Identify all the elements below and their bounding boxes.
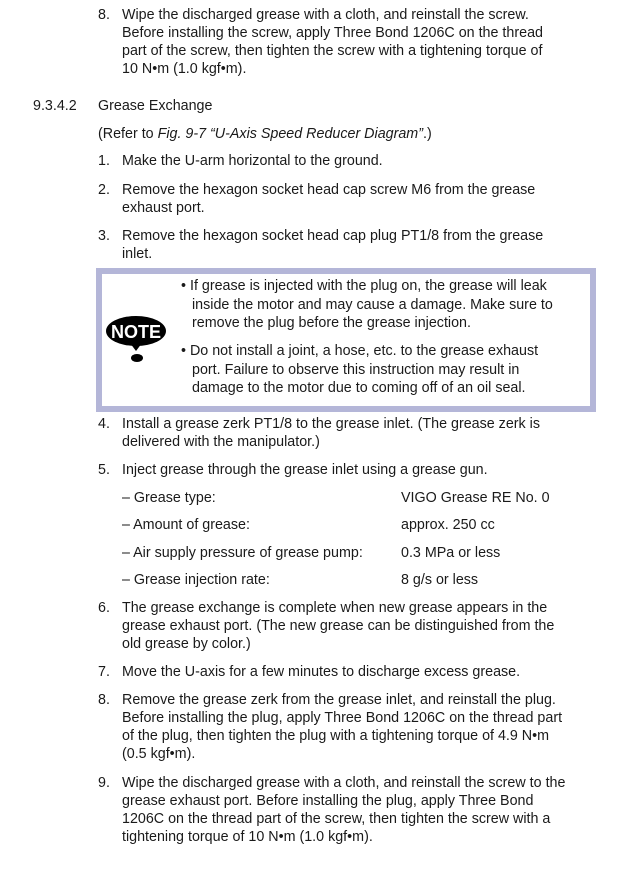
note-text-line: damage to the motor due to coming off of an oil seal. [192, 380, 526, 396]
step-number: 1. [98, 153, 110, 169]
step-text-line: of the plug, then tighten the plug with a tightening torque of 4.9 N•m [122, 728, 550, 744]
step-text-line: delivered with the manipulator.) [122, 434, 320, 450]
step-number: 5. [98, 462, 110, 478]
note-text-line: remove the plug before the grease injection. [192, 315, 471, 331]
step-text-line: tightening torque of 10 N•m (1.0 kgf•m). [122, 829, 373, 845]
step-number: 2. [98, 182, 110, 198]
step-number: 6. [98, 600, 110, 616]
note-text-line: • If grease is injected with the plug on, the grease will leak [181, 278, 547, 294]
step-text-line: Remove the hexagon socket head cap plug PT1/8 from the grease [122, 228, 544, 244]
spec-label: – Air supply pressure of grease pump: [122, 545, 363, 561]
note-icon-label: NOTE [110, 322, 162, 342]
spec-label: – Amount of grease: [122, 517, 250, 533]
step-number: 3. [98, 228, 110, 244]
figure-link[interactable]: Fig. 9-7 “U-Axis Speed Reducer Diagram” [157, 126, 423, 142]
spec-label: – Grease type: [122, 490, 216, 506]
step-number: 8. [98, 692, 110, 708]
step-text-line: old grease by color.) [122, 636, 251, 652]
step-text-line: Wipe the discharged grease with a cloth, and reinstall the screw. [122, 7, 529, 23]
spec-value: VIGO Grease RE No. 0 [401, 490, 550, 506]
step-number: 4. [98, 416, 110, 432]
step-number: 7. [98, 664, 110, 680]
spec-value: approx. 250 cc [401, 517, 495, 533]
step-text-line: Inject grease through the grease inlet using a grease gun. [122, 462, 488, 478]
step-text-line: exhaust port. [122, 200, 205, 216]
step-text-line: Before installing the plug, apply Three Bond 1206C on the thread part [122, 710, 563, 726]
step-text-line: (0.5 kgf•m). [122, 746, 196, 762]
spec-value: 8 g/s or less [401, 572, 479, 588]
refer-suffix: .) [422, 126, 432, 142]
step-text-line: Remove the hexagon socket head cap screw M6 from the grease [122, 182, 536, 198]
step-text-line: Remove the grease zerk from the grease inlet, and reinstall the plug. [122, 692, 556, 708]
note-icon [104, 313, 168, 363]
note-text-line: inside the motor and may cause a damage. Make sure to [192, 296, 553, 313]
step-text-line: The grease exchange is complete when new grease appears in the [122, 600, 548, 616]
step-number: 8. [98, 7, 110, 23]
note-text-line: • Do not install a joint, a hose, etc. to the grease exhaust [181, 343, 539, 359]
step-number: 9. [98, 775, 110, 791]
step-text-line: Move the U-axis for a few minutes to discharge excess grease. [122, 664, 521, 680]
step-text-line: part of the screw, then tighten the screw with a tightening torque of [122, 43, 543, 59]
step-text-line: grease exhaust port. (The new grease can be distinguished from the [122, 618, 555, 634]
step-text-line: inlet. [122, 246, 153, 262]
step-text-line: 1206C on the thread part of the screw, then tighten the screw with a [122, 811, 551, 827]
spec-label: – Grease injection rate: [122, 572, 270, 588]
figure-reference [98, 125, 432, 143]
section-title: Grease Exchange [98, 98, 213, 114]
spec-value: 0.3 MPa or less [401, 545, 501, 561]
step-text-line: Before installing the screw, apply Three Bond 1206C on the thread [122, 25, 543, 41]
refer-prefix: (Refer to [98, 126, 158, 142]
step-text-line: 10 N•m (1.0 kgf•m). [122, 61, 247, 77]
section-number: 9.3.4.2 [33, 98, 77, 114]
step-text-line: Make the U-arm horizontal to the ground. [122, 153, 383, 169]
step-text-line: grease exhaust port. Before installing the plug, apply Three Bond [122, 793, 534, 809]
step-text-line: Install a grease zerk PT1/8 to the grease inlet. (The grease zerk is [122, 416, 540, 432]
note-text-line: port. Failure to observe this instruction may result in [192, 361, 520, 378]
step-text-line: Wipe the discharged grease with a cloth, and reinstall the screw to the [122, 775, 566, 791]
